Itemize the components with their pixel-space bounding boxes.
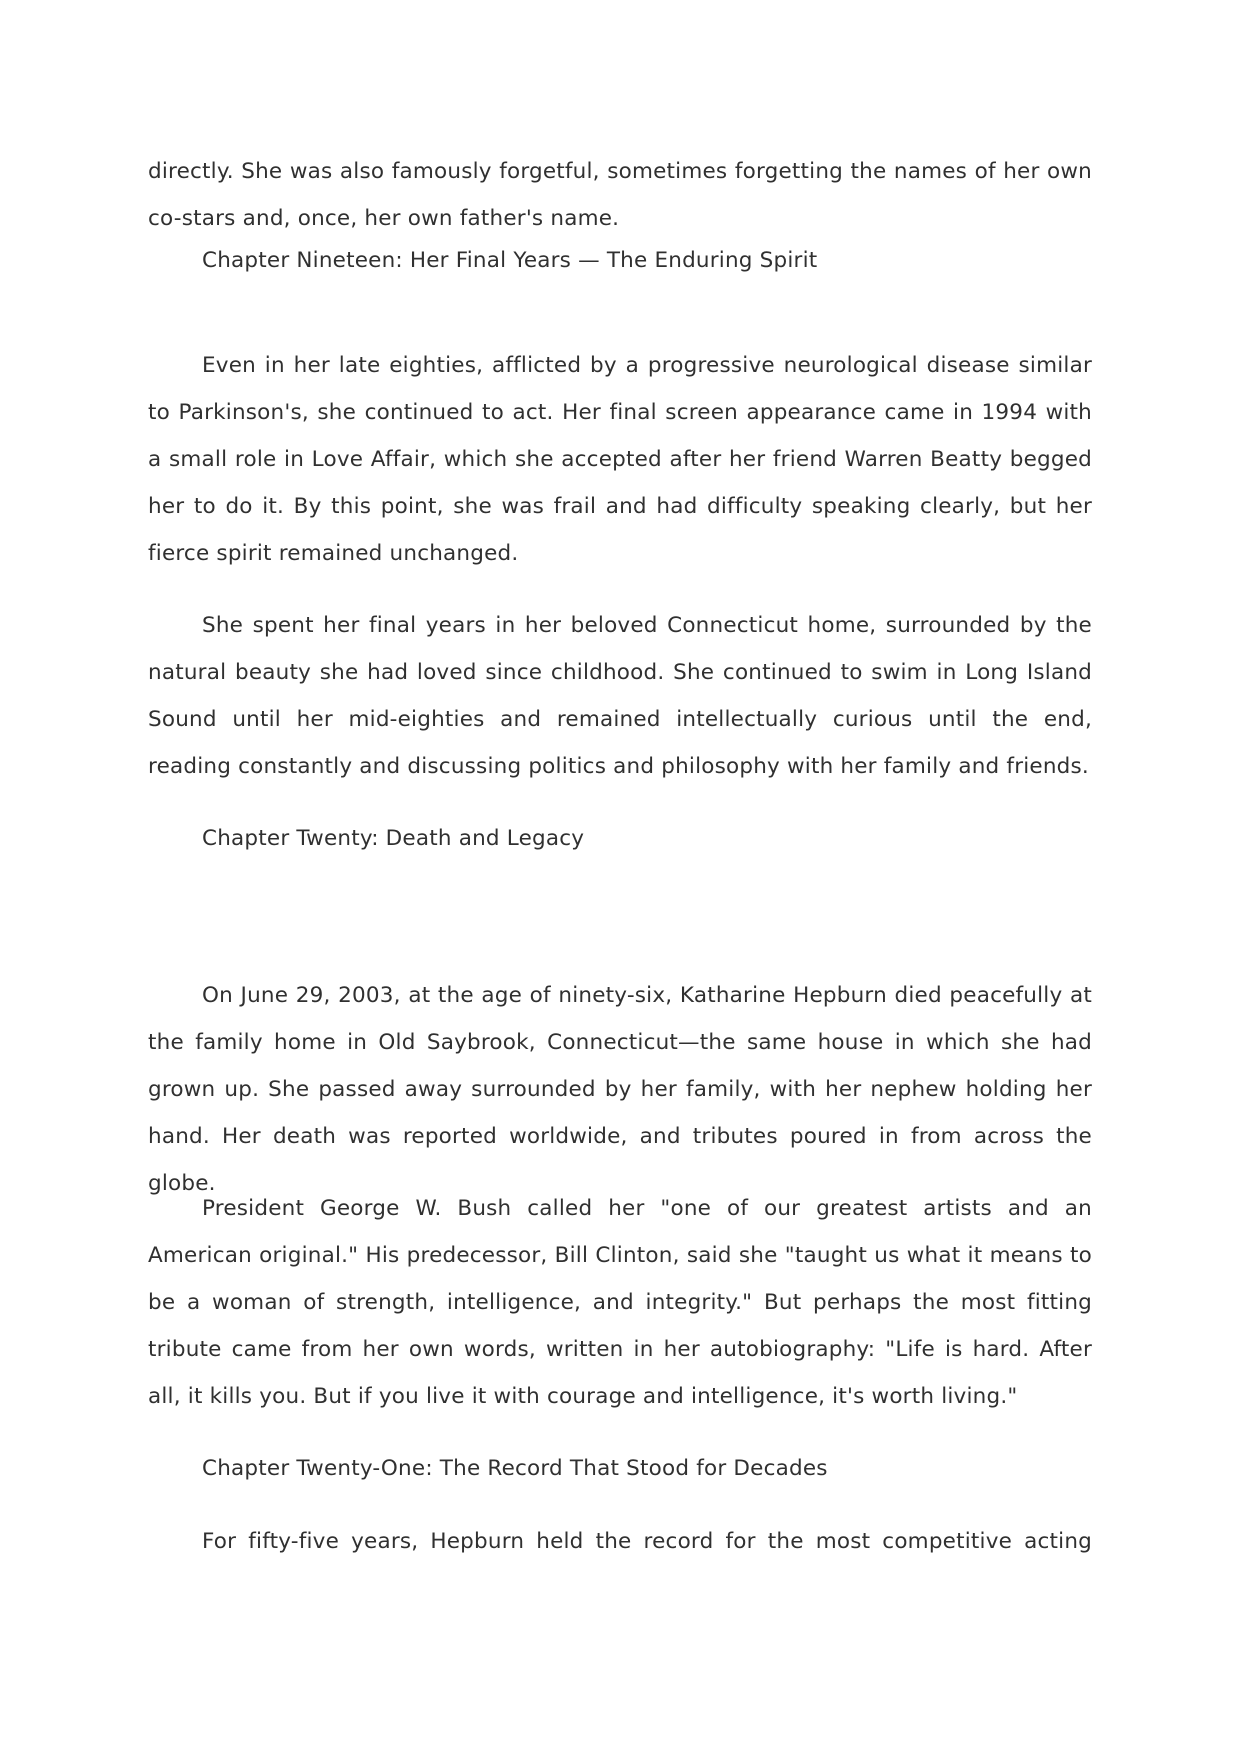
chapter-twenty-one-heading: Chapter Twenty-One: The Record That Stood for Decades xyxy=(202,1456,828,1481)
paragraph-tributes: President George W. Bush called her "one of our greatest artists and an American original." His predecessor, Bill Clinton, said she "taught us what it means to be a woman of strength, intelligence, and integrity." But perhaps the most fitting tribute came from her own words, written in her autobiography: "Life is hard. After all, it kills you. But if you live it with courage and intelligence, it's worth living." xyxy=(148,1196,1092,1409)
paragraph-death: On June 29, 2003, at the age of ninety-six, Katharine Hepburn died peacefully at the family home in Old Saybrook, Connecticut—the same house in which she had grown up. She passed away surrounded by her family, with her nephew holding her hand. Her death was reported worldwide, and tributes poured in from across the globe. xyxy=(148,983,1092,1196)
paragraph-final-screen-appearance: Even in her late eighties, afflicted by a progressive neurological disease similar to Parkinson's, she continued to act. Her final screen appearance came in 1994 with a small role in Love Affair, which she accepted after her friend Warren Beatty begged her to do it. By this point, she was frail and had difficulty speaking clearly, but her fierce spirit remained unchanged. xyxy=(148,353,1092,566)
paragraph-connecticut-home: She spent her final years in her beloved Connecticut home, surrounded by the natural beauty she had loved since childhood. She continued to swim in Long Island Sound until her mid-eighties and remained intellectually curious until the end, reading constantly and discussing politics and philosophy with her family and friends. xyxy=(148,613,1092,779)
chapter-twenty-heading: Chapter Twenty: Death and Legacy xyxy=(202,826,585,851)
paragraph-continuation: directly. She was also famously forgetful, sometimes forgetting the names of her own co-stars and, once, her own father's name. xyxy=(148,159,1092,231)
paragraph-record: For fifty-five years, Hepburn held the record for the most competitive acting xyxy=(202,1529,1092,1554)
chapter-nineteen-heading: Chapter Nineteen: Her Final Years — The Enduring Spirit xyxy=(202,248,818,273)
